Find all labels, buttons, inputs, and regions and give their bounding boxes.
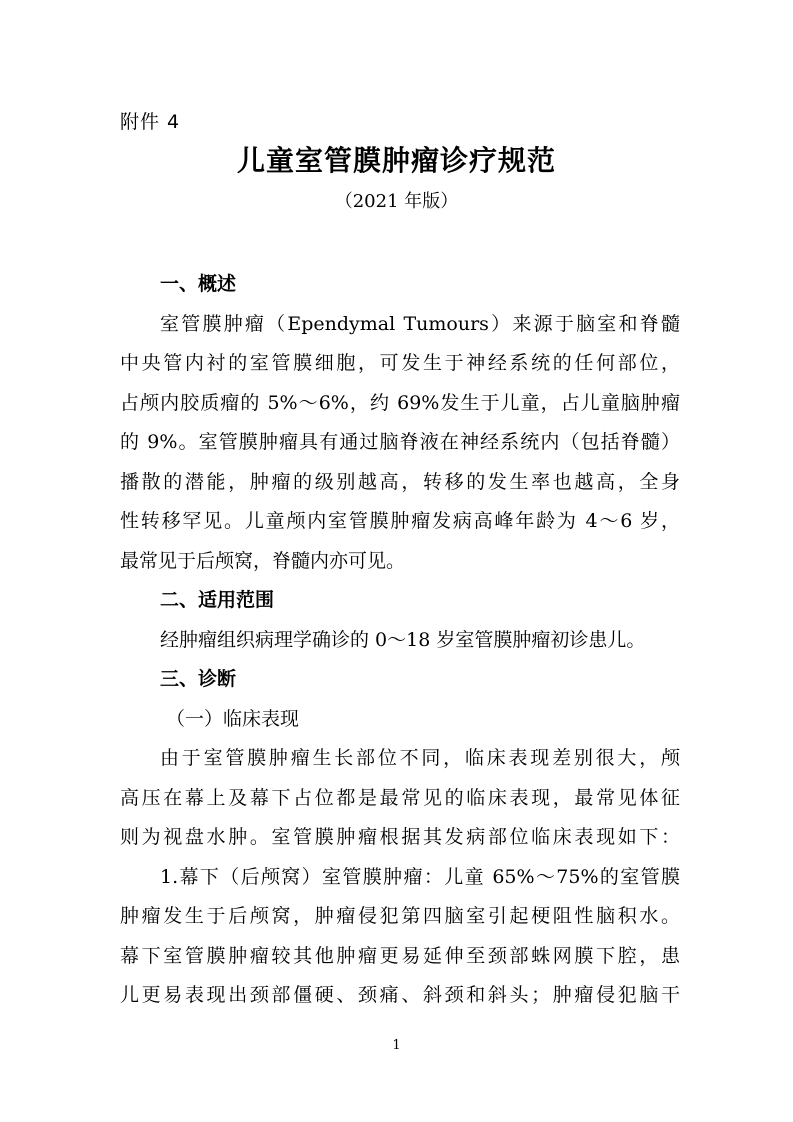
paragraph-line: 性转移罕见。儿童颅内室管膜肿瘤发病高峰年龄为 4～6 岁， (120, 510, 680, 532)
paragraph-line: 经肿瘤组织病理学确诊的 0～18 岁室管膜肿瘤初诊患儿。 (160, 628, 646, 651)
paragraph-line: 则为视盘水肿。室管膜肿瘤根据其发病部位临床表现如下： (120, 826, 680, 848)
subsection-heading-clinical: （一）临床表现 (166, 707, 300, 730)
page-number: 1 (392, 1038, 401, 1053)
section-heading-overview: 一、概述 (160, 273, 237, 295)
section-heading-scope: 二、适用范围 (160, 589, 275, 611)
paragraph-line: 占颅内胶质瘤的 5%～6%，约 69%发生于儿童，占儿童脑肿瘤 (120, 391, 680, 414)
document-body (120, 265, 680, 1016)
document-edition: （2021 年版） (334, 191, 459, 212)
paragraph-line: 肿瘤发生于后颅窝，肿瘤侵犯第四脑室引起梗阻性脑积水。 (120, 905, 680, 927)
document-title: 儿童室管膜肿瘤诊疗规范 (236, 144, 556, 177)
section-heading-diagnosis: 三、诊断 (160, 668, 237, 690)
paragraph-line: 1.幕下（后颅窝）室管膜肿瘤：儿童 65%～75%的室管膜 (160, 865, 680, 888)
paragraph-line: 的 9%。室管膜肿瘤具有通过脑脊液在神经系统内（包括脊髓） (120, 431, 680, 453)
paragraph-line: 最常见于后颅窝，脊髓内亦可见。 (120, 549, 406, 572)
paragraph-line: 播散的潜能，肿瘤的级别越高，转移的发生率也越高，全身 (120, 470, 680, 493)
paragraph-line: 由于室管膜肿瘤生长部位不同，临床表现差别很大，颅 (160, 747, 680, 769)
paragraph-line: 中央管内衬的室管膜细胞，可发生于神经系统的任何部位， (120, 352, 680, 374)
paragraph-line: 儿更易表现出颈部僵硬、颈痛、斜颈和斜头；肿瘤侵犯脑干 (120, 984, 680, 1006)
paragraph-line: 幕下室管膜肿瘤较其他肿瘤更易延伸至颈部蛛网膜下腔，患 (120, 944, 680, 967)
paragraph-line: 高压在幕上及幕下占位都是最常见的临床表现，最常见体征 (120, 786, 680, 809)
paragraph-line: 室管膜肿瘤（Ependymal Tumours）来源于脑室和脊髓 (160, 312, 680, 335)
attachment-label: 附件 4 (120, 111, 181, 133)
